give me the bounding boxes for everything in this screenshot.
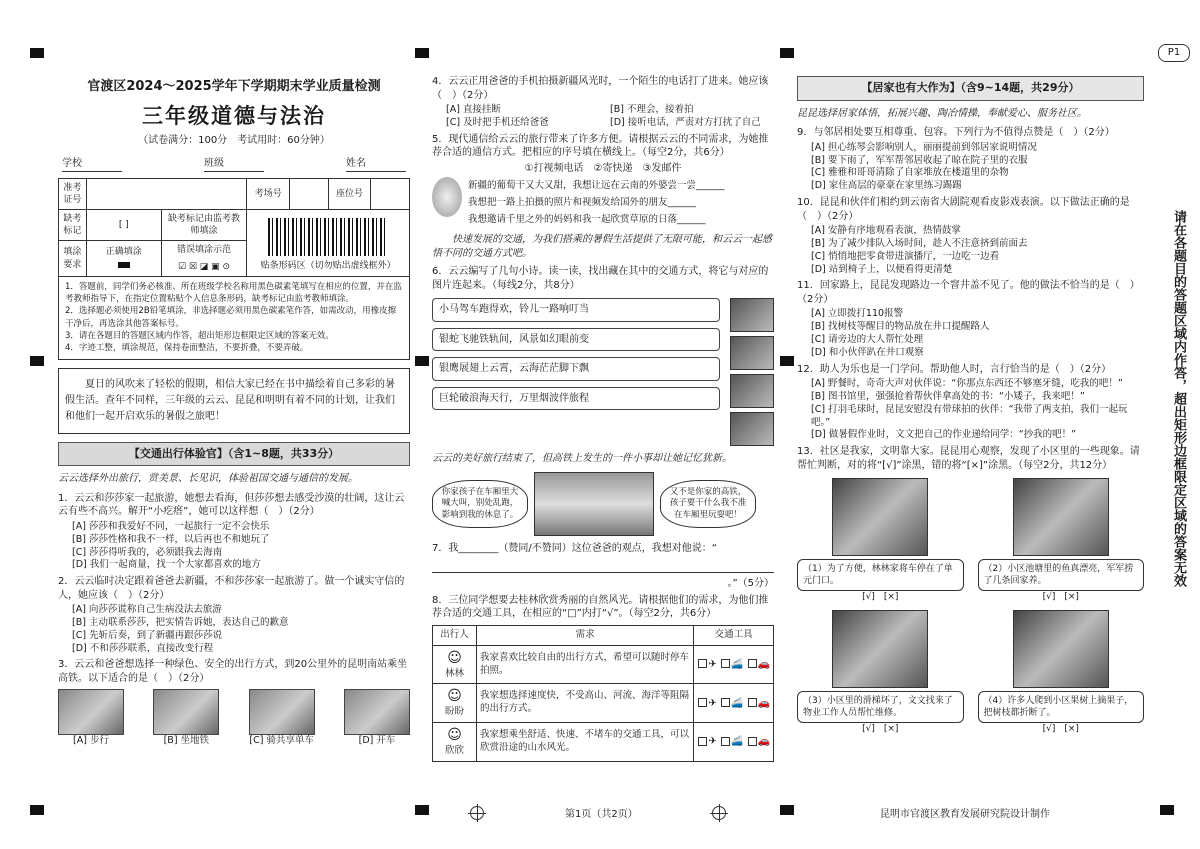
crosshair-icon xyxy=(712,806,726,820)
q8-table xyxy=(432,625,774,762)
question-8: 8．三位同学想要去桂林欣赏秀丽的自然风光。请根据他们的需求，为他们推荐合适的交通工具，在相应的“□”内打“√”。（每空2分，共6分） xyxy=(432,594,769,620)
name-field[interactable]: 姓名 xyxy=(346,157,406,172)
exam-title: 官渡区2024～2025学年下学期期末学业质量检测 xyxy=(87,79,381,94)
tools-linlin[interactable]: ✈ 🚄 🚗 xyxy=(694,645,774,684)
exam-meta: （试卷满分：100分 考试用时：60分钟） xyxy=(138,134,330,146)
q2-option-d[interactable]: [D] 不和莎莎联系，直接改变行程 xyxy=(72,642,214,654)
fill-label: 填涂要求 xyxy=(59,241,87,276)
parked-car-illustration xyxy=(832,478,928,556)
table-row xyxy=(433,684,774,723)
page-number: 第1页（共2页） xyxy=(565,809,638,820)
q4-option-a[interactable]: [A] 直接挂断 xyxy=(446,104,501,115)
q4-options xyxy=(432,104,774,130)
q13-item-4: （4）许多人爬到小区果树上摘果子，把树枝都折断了。 [√] [×] xyxy=(978,610,1145,735)
alignment-mark xyxy=(1160,805,1174,815)
absent-mark[interactable]: [ ] xyxy=(86,210,161,241)
speech-bubble-right: 又不是你家的高铁，孩子要干什么我不准在车厢里玩耍吧！ xyxy=(660,480,756,528)
q4-option-b[interactable]: [B] 不理会，接着拍 xyxy=(610,104,694,115)
q1-option-c[interactable]: [C] 莎莎得听我的，必须跟我去海南 xyxy=(72,546,223,558)
ticket-label: 准考证号 xyxy=(59,178,87,209)
bike-photo xyxy=(249,689,315,735)
question-3: 3．云云和爸爸想选择一种绿色、安全的出行方式，到20公里外的昆明南站乘坐高铁。以下适合的是（ ）（2分） xyxy=(58,659,408,684)
q5-line-2[interactable]: 我想把一路上拍摄的照片和视频发给国外的朋友______ xyxy=(468,197,697,209)
column-right xyxy=(797,72,1144,793)
question-2: 2．云云临时决定跟着爸爸去新疆，不和莎莎家一起旅游了。做一个诚实守信的人，她应该（ ）（2分） xyxy=(58,576,405,601)
q9-option-d[interactable]: [D] 家住高层的豪豪在家里练习踢踢 xyxy=(811,180,962,192)
q12-option-d[interactable]: [D] 做暑假作业时，文文把自己的作业递给同学：“抄我的吧！” xyxy=(811,429,1077,441)
car-photo xyxy=(344,689,410,735)
slide-repair-illustration xyxy=(832,610,928,688)
section1-heading: 【交通出行体验官】（含1~8题，共33分） xyxy=(58,442,410,467)
alignment-mark xyxy=(780,356,794,366)
q7-answer-line[interactable] xyxy=(432,559,774,573)
q13-3-judge[interactable]: [√] [×] xyxy=(862,723,899,734)
column-middle xyxy=(432,72,774,793)
q6-matching xyxy=(432,298,774,446)
q2-option-a[interactable]: [A] 向莎莎谎称自己生病没法去旅游 xyxy=(72,604,222,616)
q3-images xyxy=(58,689,410,748)
q11-option-a[interactable]: [A] 立即拨打110报警 xyxy=(811,308,904,320)
horse-cart-photo[interactable] xyxy=(730,412,774,446)
question-7: 7．我________（赞同/不赞同）这位爸爸的观点，我想对他说：“ xyxy=(432,542,717,554)
traffic-paragraph: 快速发展的交通，为我们搭乘的暑假生活提供了无限可能，和云云一起感悟不同的交通方式吧。 xyxy=(432,234,772,259)
poem-4[interactable]: 巨轮破浪海天行，万里烟波伴旅程 xyxy=(432,387,720,411)
fishing-illustration xyxy=(1013,478,1109,556)
q7-end: 。”（5分） xyxy=(727,578,774,590)
train-cabin-illustration xyxy=(534,472,654,536)
walking-photo xyxy=(58,689,124,735)
alignment-mark xyxy=(30,356,44,366)
need-linlin: 我家喜欢比较自由的出行方式，希望可以随时停车拍照。 xyxy=(477,645,694,684)
q4-option-d[interactable]: [D] 接听电话，严责对方打扰了自己 xyxy=(610,116,761,128)
comic-intro: 云云的美好旅行结束了，但高铁上发生的一件小事却让她记忆犹新。 xyxy=(432,453,732,465)
col-tool: 交通工具 xyxy=(694,625,774,645)
poem-2[interactable]: 银蛇飞驰铁轨间，风景如幻眼前变 xyxy=(432,328,720,352)
q12-option-a[interactable]: [A] 野餐时，奇奇大声对伙伴说：“你那点东西还不够塞牙缝，吃我的吧！” xyxy=(811,378,1123,390)
barcode-area xyxy=(247,210,410,277)
section1-lead: 云云选择外出旅行，赏美景、长见识，体验祖国交通与通信的发展。 xyxy=(58,473,358,485)
question-9: 9．与邻居相处要互相尊重、包容。下列行为不值得点赞是（ ）（2分） xyxy=(797,127,1115,139)
class-field[interactable]: 班级 xyxy=(204,157,264,172)
girl-avatar-icon xyxy=(432,177,462,217)
wrong-fill: 错误填涂示范 ☑ ☒ ◪ ▣ ⊙ xyxy=(161,241,247,276)
question-5: 5．现代通信给云云的旅行带来了许多方便。请根据云云的不同需求，为她推荐合适的通信方式。把相应的序号填在横线上。（每空2分，共6分） xyxy=(432,133,769,159)
q9-option-b[interactable]: [B] 要下雨了，军军帮邻居收起了晾在院子里的衣服 xyxy=(811,154,1028,166)
col-need: 需求 xyxy=(477,625,694,645)
student-info xyxy=(62,157,406,172)
barcode-icon xyxy=(268,218,388,256)
alignment-mark xyxy=(415,805,429,815)
alignment-mark xyxy=(780,48,794,58)
q11-option-d[interactable]: [D] 和小伙伴趴在井口观察 xyxy=(811,346,924,358)
side-warning: 请在各题目的答题区域内作答，超出矩形边框限定区域的答案无效 xyxy=(1171,210,1186,587)
question-11: 11．回家路上，昆昆发现路边一个窨井盖不见了。他的做法不恰当的是（ ）（2分） xyxy=(797,280,1140,305)
q11-option-b[interactable]: [B] 找树枝等醒目的物品放在井口提醒路人 xyxy=(811,321,990,333)
q5-choices: ①打视频电话 ②寄快递 ③发邮件 xyxy=(524,162,682,174)
q3-option-b[interactable]: [B] 坐地铁 xyxy=(163,735,210,747)
q13-2-judge[interactable]: [√] [×] xyxy=(1042,592,1079,603)
subway-photo xyxy=(153,689,219,735)
q5-block xyxy=(432,177,774,228)
alignment-mark xyxy=(30,805,44,815)
q13-item-1: （1）为了方便，林林家将车停在了单元门口。 [√] [×] xyxy=(797,478,964,603)
q13-item-2: （2）小区池塘里的鱼真漂亮，军军捞了几条回家养。 [√] [×] xyxy=(978,478,1145,603)
tools-xinxin[interactable]: ✈ 🚄 🚗 xyxy=(694,723,774,762)
speech-bubble-left: 你家孩子在车厢里大喊大叫，别处乱跑，影响到我的休息了。 xyxy=(432,480,528,528)
person-xinxin: ☺ 欣欣 xyxy=(433,723,477,762)
q13-1-judge[interactable]: [√] [×] xyxy=(862,592,899,603)
q2-option-c[interactable]: [C] 先斩后奏，到了新疆再跟莎莎说 xyxy=(72,629,223,641)
fruit-tree-illustration xyxy=(1013,610,1109,688)
table-row xyxy=(433,645,774,684)
q13-item-3: （3）小区里的滑梯坏了，文文找来了物业工作人员帮忙维修。 [√] [×] xyxy=(797,610,964,735)
alignment-mark xyxy=(780,805,794,815)
school-field[interactable]: 学校 xyxy=(62,157,122,172)
seat-field[interactable] xyxy=(371,178,410,209)
q10-option-d[interactable]: [D] 站到椅子上，以便看得更清楚 xyxy=(811,263,953,275)
q3-option-a[interactable]: [A] 步行 xyxy=(73,735,109,747)
question-4: 4．云云正用爸爸的手机拍摄新疆风光时，一个陌生的电话打了进来。她应该（ ）（2分） xyxy=(432,76,769,101)
question-6: 6．云云编写了几句小诗。读一读，找出藏在其中的交通方式，将它与对应的图片连起来。（每线2分，共8分） xyxy=(432,266,769,291)
need-xinxin: 我家想乘坐舒适、快速、不堵车的交通工具，可以欣赏沿途的山水风光。 xyxy=(477,723,694,762)
section2-heading: 【居家也有大作为】（含9~14题，共29分） xyxy=(797,76,1144,101)
correct-fill: 正确填涂 xyxy=(86,241,161,276)
q12-option-b[interactable]: [B] 图书馆里，强强抢着帮伙伴拿高处的书：“小矮子，我来吧！” xyxy=(811,390,1085,402)
alignment-mark xyxy=(415,356,429,366)
person-linlin: ☺ 林林 xyxy=(433,645,477,684)
q10-option-b[interactable]: [B] 为了减少排队入场时间，趁人不注意挤到前面去 xyxy=(811,237,1028,249)
q3-option-d[interactable]: [D] 开车 xyxy=(358,735,396,747)
maker-credit: 昆明市官渡区教育发展研究院设计制作 xyxy=(880,809,1050,820)
q10-option-c[interactable]: [C] 悄悄地把零食带进演播厅，一边吃一边看 xyxy=(811,250,1000,262)
section2-lead: 昆昆选择居家体悟，拓展兴趣、陶冶情操，奉献爱心、服务社区。 xyxy=(797,107,1087,119)
q11-option-c[interactable]: [C] 请旁边的大人帮忙处理 xyxy=(811,333,924,345)
column-left xyxy=(58,72,410,793)
person-panpan: ☺ 盼盼 xyxy=(433,684,477,723)
q13-grid xyxy=(797,478,1144,735)
q10-option-a[interactable]: [A] 安静有序地观看表演，热情鼓掌 xyxy=(811,225,961,237)
page-tab: P1 xyxy=(1158,44,1190,62)
registration-table xyxy=(58,178,410,277)
q1-option-d[interactable]: [D] 我们一起商量，找一个大家都喜欢的地方 xyxy=(72,559,261,571)
absent-note: 缺考标记由监考教师填涂 xyxy=(161,210,247,241)
tools-panpan[interactable]: ✈ 🚄 🚗 xyxy=(694,684,774,723)
seat-label: 座位号 xyxy=(328,178,371,209)
absent-label: 缺考标记 xyxy=(59,210,87,241)
question-10: 10．昆昆和伙伴们相约到云南省大剧院观看皮影戏表演。以下做法正确的是（ ）（2分） xyxy=(797,197,1130,222)
q9-option-c[interactable]: [C] 雅雅和哥哥清除了自家堆放在楼道里的杂物 xyxy=(811,167,1009,179)
q4-option-c[interactable]: [C] 及时把手机还给爸爸 xyxy=(446,116,549,128)
q12-option-c[interactable]: [C] 打羽毛球时，昆昆安慰没有带球拍的伙伴：“我带了两支拍，我们一起玩吧。” xyxy=(811,403,1128,428)
ticket-field[interactable] xyxy=(86,178,247,209)
train-photo[interactable] xyxy=(730,374,774,408)
alignment-mark xyxy=(30,48,44,58)
q2-option-b[interactable]: [B] 主动联系莎莎，把实情告诉她，表达自己的歉意 xyxy=(72,617,289,629)
poem-1[interactable]: 小马驾车跑得欢，铃儿一路响叮当 xyxy=(432,298,720,322)
table-row xyxy=(433,723,774,762)
alignment-mark xyxy=(415,48,429,58)
room-label: 考场号 xyxy=(247,178,290,209)
intro-text: 夏日的风吹来了轻松的假期，相信大家已经在书中描绘着自己多彩的暑假生活。查年不同样，三年级的云云、昆昆和明明有着不同的计划，让我们和他们一起开启欢乐的暑假之旅吧！ xyxy=(58,368,410,434)
crosshair-icon xyxy=(470,806,484,820)
q1-option-b[interactable]: [B] 莎莎性格和我不一样，以后再也不和她玩了 xyxy=(72,533,270,545)
airplane-photo[interactable] xyxy=(730,298,774,332)
question-12: 12．助人为乐也是一门学问。帮助他人时，言行恰当的是（ ）（2分） xyxy=(797,363,1112,375)
comic-scene xyxy=(432,472,774,536)
subject-title: 三年级道德与法治 xyxy=(142,103,326,128)
q13-4-judge[interactable]: [√] [×] xyxy=(1042,723,1079,734)
q1-option-a[interactable]: [A] 莎莎和我爱好不同，一起旅行一定不会快乐 xyxy=(72,520,270,532)
q9-option-a[interactable]: [A] 担心练琴会影响别人，丽丽提前到邻居家说明情况 xyxy=(811,141,1037,153)
col-who: 出行人 xyxy=(433,625,477,645)
need-panpan: 我家想选择速度快，不受高山、河流、海洋等阻隔的出行方式。 xyxy=(477,684,694,723)
poem-3[interactable]: 银鹰展翅上云霄，云海茫茫脚下飘 xyxy=(432,357,720,381)
question-13: 13．社区是我家，文明靠大家。昆昆用心观察，发现了小区里的一些现象。请帮忙判断，对的将“[√]”涂黑，错的将“[×]”涂黑。（每空2分，共12分） xyxy=(797,446,1140,471)
instructions: 1．答题前，同学们务必核准、所在班级学校名称用黑色碳素笔填写在相应的位置，并在监考教师指导下，在指定位置粘贴个人信息条形码，缺考标记由监考教师填涂。 2．选择题必须使用2B铅笔填涂，非选择题必须用黑色碳素笔作答，如需改动，用橡皮擦干净后，再选涂其他答案标号。 3．请在各题目的答题区域内作答，超出矩形边框限定区域的答案无效。 4．字迹工整，填涂规范，保持卷面整洁，不要折叠，不要弄破。 xyxy=(58,277,410,360)
q3-option-c[interactable]: [C] 骑共享单车 xyxy=(249,735,314,747)
q5-line-1[interactable]: 新疆的葡萄干又大又甜，我想让远在云南的外婆尝一尝______ xyxy=(468,180,725,192)
barcode-note: 贴条形码区（切勿贴出虚线框外） xyxy=(260,260,396,271)
room-field[interactable] xyxy=(290,178,329,209)
q5-line-3[interactable]: 我想邀请千里之外的妈妈和我一起欣赏草原的日落______ xyxy=(468,214,706,226)
question-1: 1．云云和莎莎家一起旅游，她想去看海，但莎莎想去感受沙漠的壮阔，这让云云有些不高兴。解开“小疙瘩”，她可以这样想（ ）（2分） xyxy=(58,492,405,518)
ship-photo[interactable] xyxy=(730,336,774,370)
